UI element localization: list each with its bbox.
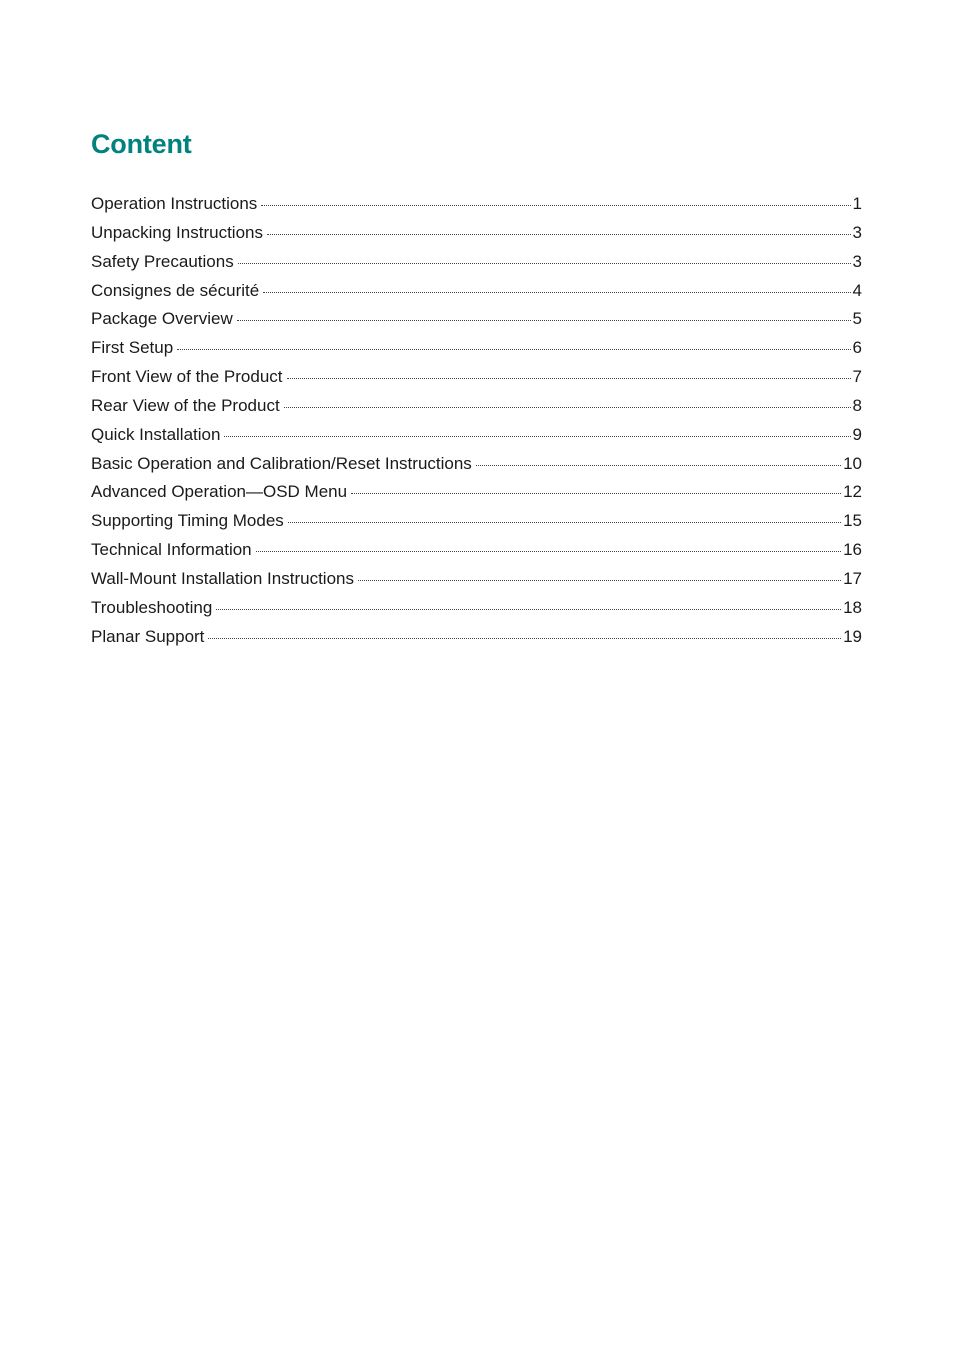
toc-entry[interactable] bbox=[91, 305, 862, 334]
dot-leader bbox=[238, 262, 851, 264]
dot-leader bbox=[261, 204, 850, 206]
toc-entry-label: Operation Instructions bbox=[91, 194, 258, 213]
toc-entry-page: 18 bbox=[843, 597, 862, 617]
toc-entry-page: 10 bbox=[843, 453, 862, 473]
toc-entry-label: Basic Operation and Calibration/Reset Instructions bbox=[91, 453, 472, 473]
page-title: Content bbox=[91, 129, 192, 159]
toc-entry[interactable] bbox=[91, 536, 862, 565]
dot-leader bbox=[267, 233, 851, 235]
toc-entry-label: Unpacking Instructions bbox=[91, 222, 263, 242]
toc-entry-label: Consignes de sécurité bbox=[91, 280, 260, 300]
toc-entry[interactable] bbox=[91, 392, 862, 421]
toc-entry-label: Wall-Mount Installation Instructions bbox=[91, 568, 354, 588]
toc-entry[interactable] bbox=[91, 421, 862, 450]
dot-leader bbox=[358, 579, 841, 581]
toc-entry-label: Rear View of the Product bbox=[91, 395, 280, 415]
toc-entry-page: 6 bbox=[852, 338, 862, 358]
dot-leader bbox=[287, 377, 851, 379]
dot-leader bbox=[288, 521, 841, 523]
toc-entry-page: 4 bbox=[852, 280, 862, 300]
toc-entry-page: 1 bbox=[852, 194, 862, 213]
dot-leader bbox=[263, 291, 850, 293]
toc-entry-label: Safety Precautions bbox=[91, 251, 234, 271]
toc-entry[interactable] bbox=[91, 190, 862, 219]
toc-entry-label: Technical Information bbox=[91, 540, 252, 560]
toc-entry-page: 15 bbox=[843, 511, 862, 531]
toc-entry-label: Package Overview bbox=[91, 309, 233, 329]
toc-entry-label: First Setup bbox=[91, 338, 174, 358]
toc-entry-label: Supporting Timing Modes bbox=[91, 511, 284, 531]
toc-entry-label: Quick Installation bbox=[91, 424, 221, 444]
toc-entry-label: Planar Support bbox=[91, 626, 205, 646]
toc-entry[interactable] bbox=[91, 450, 862, 479]
toc-entry[interactable] bbox=[91, 248, 862, 277]
dot-leader bbox=[351, 492, 841, 494]
toc-entry-page: 5 bbox=[852, 309, 862, 329]
toc-entry-page: 12 bbox=[843, 482, 862, 502]
toc-entry-label: Front View of the Product bbox=[91, 367, 283, 387]
toc-entry-page: 3 bbox=[852, 251, 862, 271]
toc-entry-label: Advanced Operation—OSD Menu bbox=[91, 482, 348, 502]
toc-entry-page: 9 bbox=[852, 424, 862, 444]
dot-leader bbox=[256, 550, 841, 552]
toc-entry[interactable] bbox=[91, 478, 862, 507]
dot-leader bbox=[284, 406, 851, 408]
toc-entry[interactable] bbox=[91, 334, 862, 363]
toc-entry-page: 8 bbox=[852, 395, 862, 415]
toc-entry-page: 16 bbox=[843, 540, 862, 560]
toc-entry-label: Troubleshooting bbox=[91, 597, 213, 617]
toc-entry[interactable] bbox=[91, 507, 862, 536]
dot-leader bbox=[224, 435, 850, 437]
toc-entry-page: 3 bbox=[852, 222, 862, 242]
toc-entry[interactable] bbox=[91, 363, 862, 392]
toc-entry-page: 17 bbox=[843, 568, 862, 588]
toc-entry[interactable] bbox=[91, 623, 862, 652]
toc-entry[interactable] bbox=[91, 277, 862, 306]
toc-entry[interactable] bbox=[91, 565, 862, 594]
table-of-contents bbox=[91, 190, 862, 652]
toc-entry[interactable] bbox=[91, 219, 862, 248]
dot-leader bbox=[177, 348, 850, 350]
dot-leader bbox=[216, 608, 841, 610]
dot-leader bbox=[237, 319, 851, 321]
dot-leader bbox=[476, 464, 841, 466]
toc-entry[interactable] bbox=[91, 594, 862, 623]
toc-entry-page: 7 bbox=[852, 367, 862, 387]
toc-entry-page: 19 bbox=[843, 626, 862, 646]
dot-leader bbox=[208, 637, 841, 639]
